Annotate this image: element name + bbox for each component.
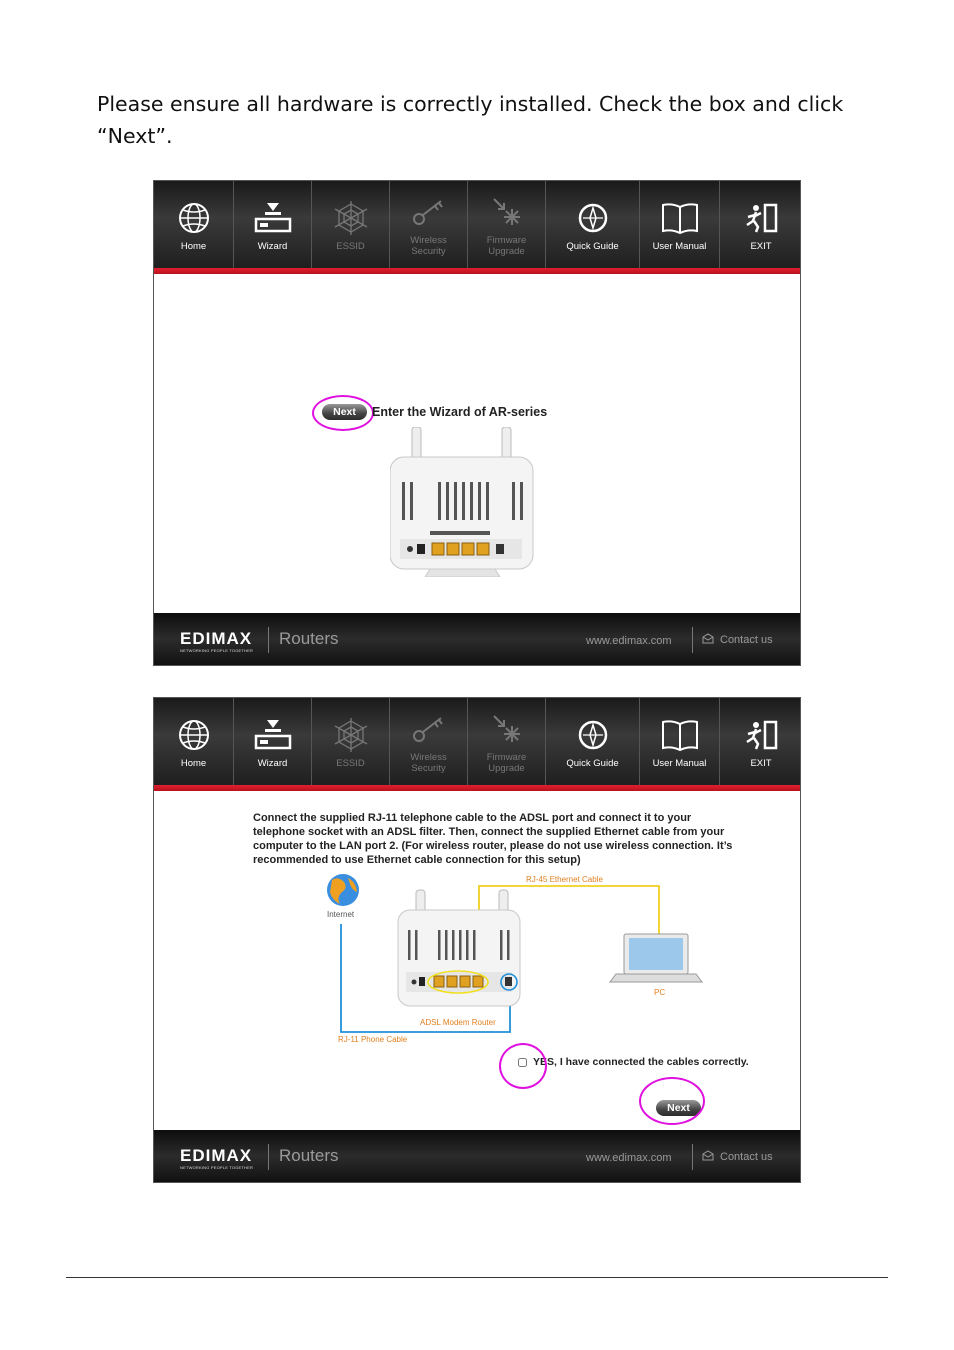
page-bottom-rule <box>66 1277 888 1278</box>
nav-wireless-security[interactable]: Wireless Security <box>390 698 468 785</box>
router-label: ADSL Modem Router <box>420 1018 496 1027</box>
website-link[interactable]: www.edimax.com <box>586 635 672 647</box>
top-navigation-bar <box>154 181 800 274</box>
nav-home[interactable]: Home <box>154 698 234 785</box>
firmware-icon <box>490 193 524 231</box>
cable-instructions: Connect the supplied RJ-11 telephone cable to the ADSL port and connect it to your telephone socket with an ADSL filter. Then, connect the supplied Ethernet cable from your computer to the LAN port 2. (For wireless router, please do not use wireless connection. It’s recommended to use Ethernet cable connection for this setup) <box>253 812 733 866</box>
globe-icon <box>177 199 211 237</box>
confirm-label: YES, I have connected the cables correctly. <box>533 1056 749 1068</box>
instruction-text: Please ensure all hardware is correctly installed. Check the box and click “Next”. <box>97 92 844 148</box>
nav-user-manual[interactable]: User Manual <box>640 181 720 268</box>
logo-tagline: NETWORKING PEOPLE TOGETHER <box>180 648 254 653</box>
top-navigation-bar <box>154 698 800 791</box>
ethernet-cable-label: RJ-45 Ethernet Cable <box>526 875 603 884</box>
key-icon <box>411 710 447 748</box>
nav-exit[interactable]: EXIT <box>720 181 801 268</box>
nav-essid[interactable]: ESSID <box>312 698 390 785</box>
section-title: Routers <box>279 629 339 648</box>
spiderweb-icon <box>333 716 369 754</box>
download-device-icon <box>253 199 293 237</box>
book-icon <box>660 199 700 237</box>
nav-home[interactable]: Home <box>154 181 234 268</box>
logo-tagline: NETWORKING PEOPLE TOGETHER <box>180 1165 254 1170</box>
footer-bar <box>154 1130 800 1182</box>
website-link[interactable]: www.edimax.com <box>586 1152 672 1164</box>
nav-quick-guide[interactable]: Quick Guide <box>546 698 640 785</box>
phone-cable-label: RJ-11 Phone Cable <box>338 1035 408 1044</box>
internet-globe-icon <box>327 874 359 906</box>
divider <box>268 627 269 653</box>
spiderweb-icon <box>333 199 369 237</box>
key-icon <box>411 193 447 231</box>
contact-link[interactable]: Contact us <box>702 1150 773 1164</box>
firmware-icon <box>490 710 524 748</box>
next-button[interactable]: Next <box>322 404 367 420</box>
nav-wireless-security[interactable]: Wireless Security <box>390 181 468 268</box>
nav-essid[interactable]: ESSID <box>312 181 390 268</box>
nav-wizard[interactable]: Wizard <box>234 698 312 785</box>
divider <box>692 627 693 653</box>
exit-icon <box>743 716 779 754</box>
edimax-logo: EDIMAX <box>180 1146 253 1165</box>
nav-exit[interactable]: EXIT <box>720 698 801 785</box>
envelope-icon <box>702 633 714 647</box>
download-device-icon <box>253 716 293 754</box>
accent-stripe <box>154 268 800 274</box>
book-icon <box>660 716 700 754</box>
confirm-checkbox[interactable] <box>518 1058 527 1067</box>
pc-label: PC <box>654 988 666 997</box>
wizard-start-screenshot <box>153 180 801 666</box>
internet-label: Internet <box>327 910 355 919</box>
nav-wizard[interactable]: Wizard <box>234 181 312 268</box>
accent-stripe <box>154 785 800 791</box>
nav-firmware-upgrade[interactable]: Firmware Upgrade <box>468 698 546 785</box>
footer-bar <box>154 613 800 665</box>
connect-cables-screenshot <box>153 697 801 1183</box>
confirm-row <box>518 1056 749 1068</box>
wizard-intro-text: Enter the Wizard of AR-series <box>372 405 548 419</box>
next-button[interactable]: Next <box>656 1100 701 1116</box>
connection-diagram <box>324 872 714 1042</box>
exit-icon <box>743 199 779 237</box>
compass-icon <box>576 199 610 237</box>
edimax-logo: EDIMAX <box>180 629 253 648</box>
contact-link[interactable]: Contact us <box>702 633 773 647</box>
globe-icon <box>177 716 211 754</box>
compass-icon <box>576 716 610 754</box>
section-title: Routers <box>279 1146 339 1165</box>
nav-quick-guide[interactable]: Quick Guide <box>546 181 640 268</box>
router-image <box>390 427 535 577</box>
divider <box>268 1144 269 1170</box>
nav-user-manual[interactable]: User Manual <box>640 698 720 785</box>
divider <box>692 1144 693 1170</box>
nav-firmware-upgrade[interactable]: Firmware Upgrade <box>468 181 546 268</box>
envelope-icon <box>702 1150 714 1164</box>
laptop-icon <box>610 934 702 982</box>
